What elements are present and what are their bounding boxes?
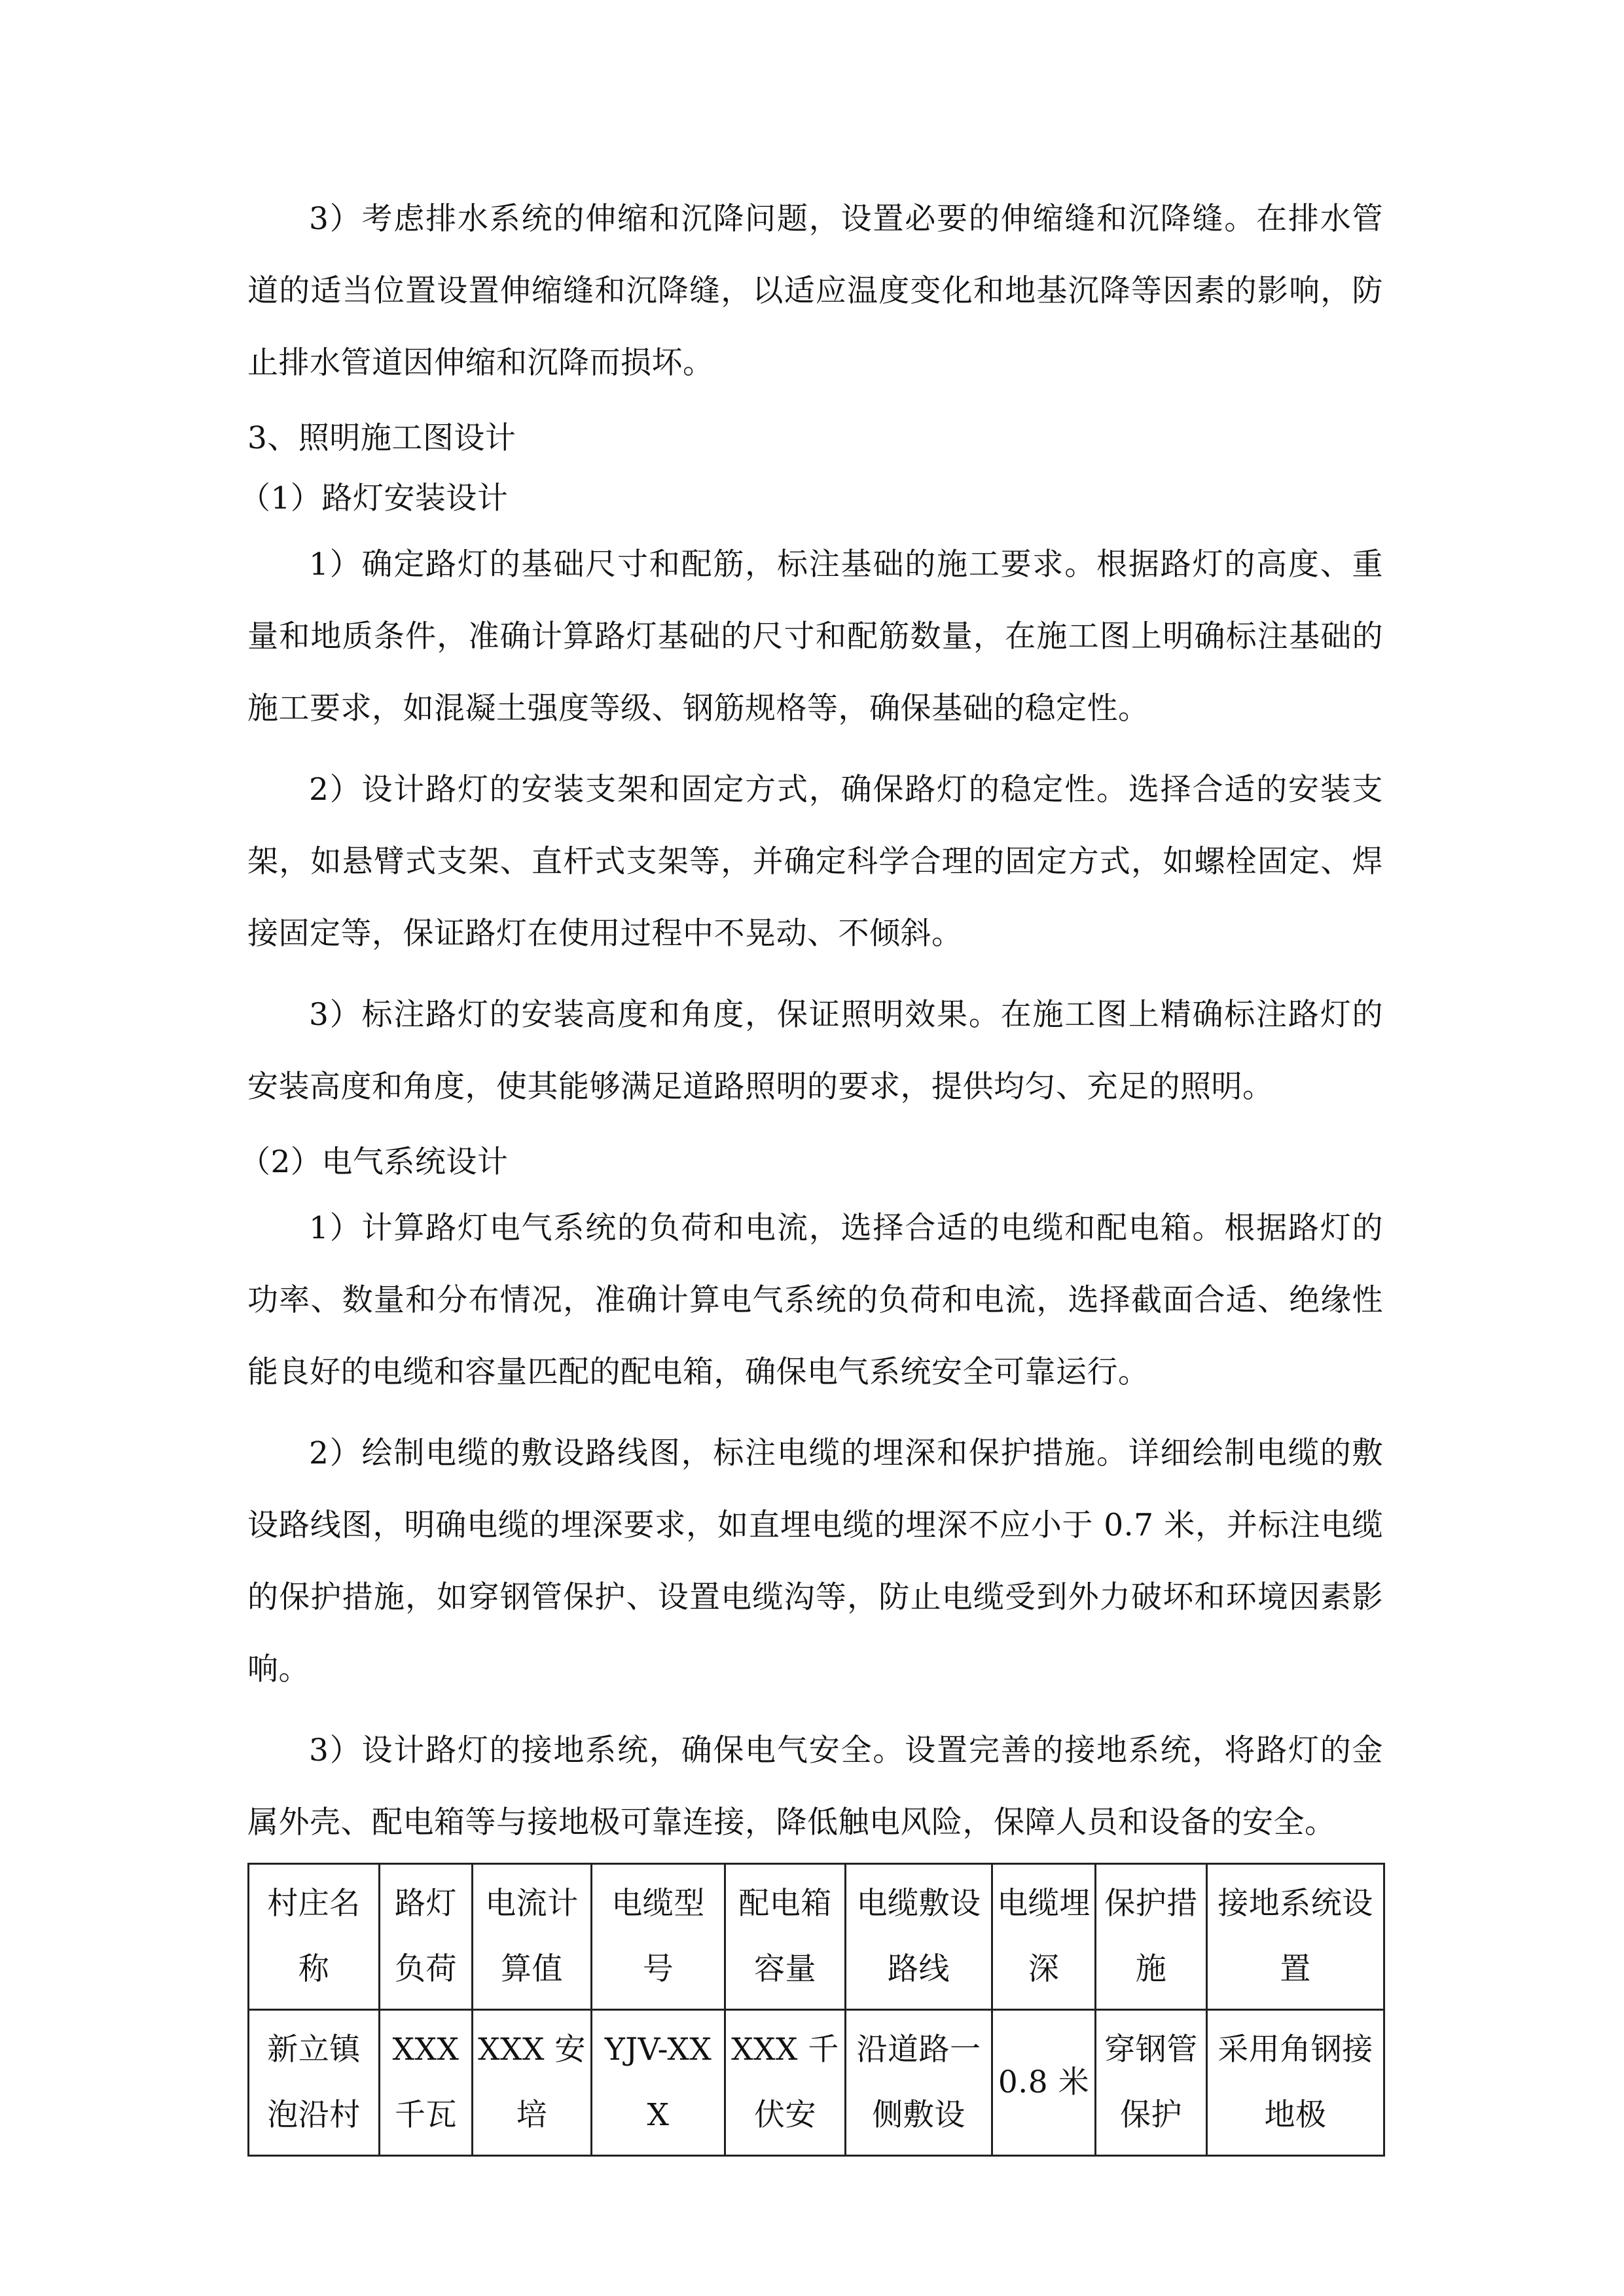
table-cell: XXX 千瓦 <box>380 2010 473 2156</box>
table-cell: 新立镇泡沿村 <box>249 2010 380 2156</box>
table-header-cell: 村庄名称 <box>249 1864 380 2010</box>
paragraph-drainage-joints: 3）考虑排水系统的伸缩和沉降问题，设置必要的伸缩缝和沉降缝。在排水管道的适当位置设置伸缩缝和沉降缝，以适应温度变化和地基沉降等因素的影响，防止排水管道因伸缩和沉降而损坏。 <box>247 201 1383 381</box>
table-cell: XXX 安培 <box>473 2010 592 2156</box>
subsection-heading-electrical: （2）电气系统设计 <box>240 1144 509 1180</box>
table-cell: 穿钢管保护 <box>1096 2010 1207 2156</box>
table-header-cell: 路灯负荷 <box>380 1864 473 2010</box>
paragraph-bracket: 2）设计路灯的安装支架和固定方式，确保路灯的稳定性。选择合适的安装支架，如悬臂式支架、直杆式支架等，并确定科学合理的固定方式，如螺栓固定、焊接固定等，保证路灯在使用过程中不晃动、不倾斜。 <box>247 772 1383 952</box>
subsection-heading-streetlight: （1）路灯安装设计 <box>240 480 509 516</box>
paragraph-cable-route: 2）绘制电缆的敷设路线图，标注电缆的埋深和保护措施。详细绘制电缆的敷设路线图，明确电缆的埋深要求，如直埋电缆的埋深不应小于 0.7 米，并标注电缆的保护措施，如穿钢管保护、设置电缆沟等，防止电缆受到外力破坏和环境因素影响。 <box>247 1435 1383 1687</box>
table-header-cell: 电流计算值 <box>473 1864 592 2010</box>
paragraph-grounding: 3）设计路灯的接地系统，确保电气安全。设置完善的接地系统，将路灯的金属外壳、配电箱等与接地极可靠连接，降低触电风险，保障人员和设备的安全。 <box>247 1732 1383 1840</box>
paragraph-load-current: 1）计算路灯电气系统的负荷和电流，选择合适的电缆和配电箱。根据路灯的功率、数量和分布情况，准确计算电气系统的负荷和电流，选择截面合适、绝缘性能良好的电缆和容量匹配的配电箱，确保电气系统安全可靠运行。 <box>247 1210 1383 1390</box>
paragraph-foundation: 1）确定路灯的基础尺寸和配筋，标注基础的施工要求。根据路灯的高度、重量和地质条件，准确计算路灯基础的尺寸和配筋数量，在施工图上明确标注基础的施工要求，如混凝土强度等级、钢筋规格等，确保基础的稳定性。 <box>247 547 1383 726</box>
table-row <box>249 2010 1384 2156</box>
table-header-cell: 接地系统设置 <box>1207 1864 1384 2010</box>
lighting-spec-table <box>247 1863 1385 2157</box>
table-header-row <box>249 1864 1384 2010</box>
table-cell: 沿道路一侧敷设 <box>846 2010 992 2156</box>
table-header-cell: 配电箱容量 <box>725 1864 846 2010</box>
table-header-cell: 电缆型号 <box>592 1864 725 2010</box>
table-cell: XXX 千伏安 <box>725 2010 846 2156</box>
paragraph-height-angle: 3）标注路灯的安装高度和角度，保证照明效果。在施工图上精确标注路灯的安装高度和角度，使其能够满足道路照明的要求，提供均匀、充足的照明。 <box>247 997 1383 1105</box>
table-cell: 0.8 米 <box>992 2010 1096 2156</box>
table-header-cell: 电缆敷设路线 <box>846 1864 992 2010</box>
table-header-cell: 保护措施 <box>1096 1864 1207 2010</box>
document-body <box>240 183 1383 2157</box>
table-cell: 采用角钢接地极 <box>1207 2010 1384 2156</box>
table-header-cell: 电缆埋深 <box>992 1864 1096 2010</box>
table-cell: YJV-XXX <box>592 2010 725 2156</box>
section-heading-lighting: 3、照明施工图设计 <box>247 420 516 456</box>
